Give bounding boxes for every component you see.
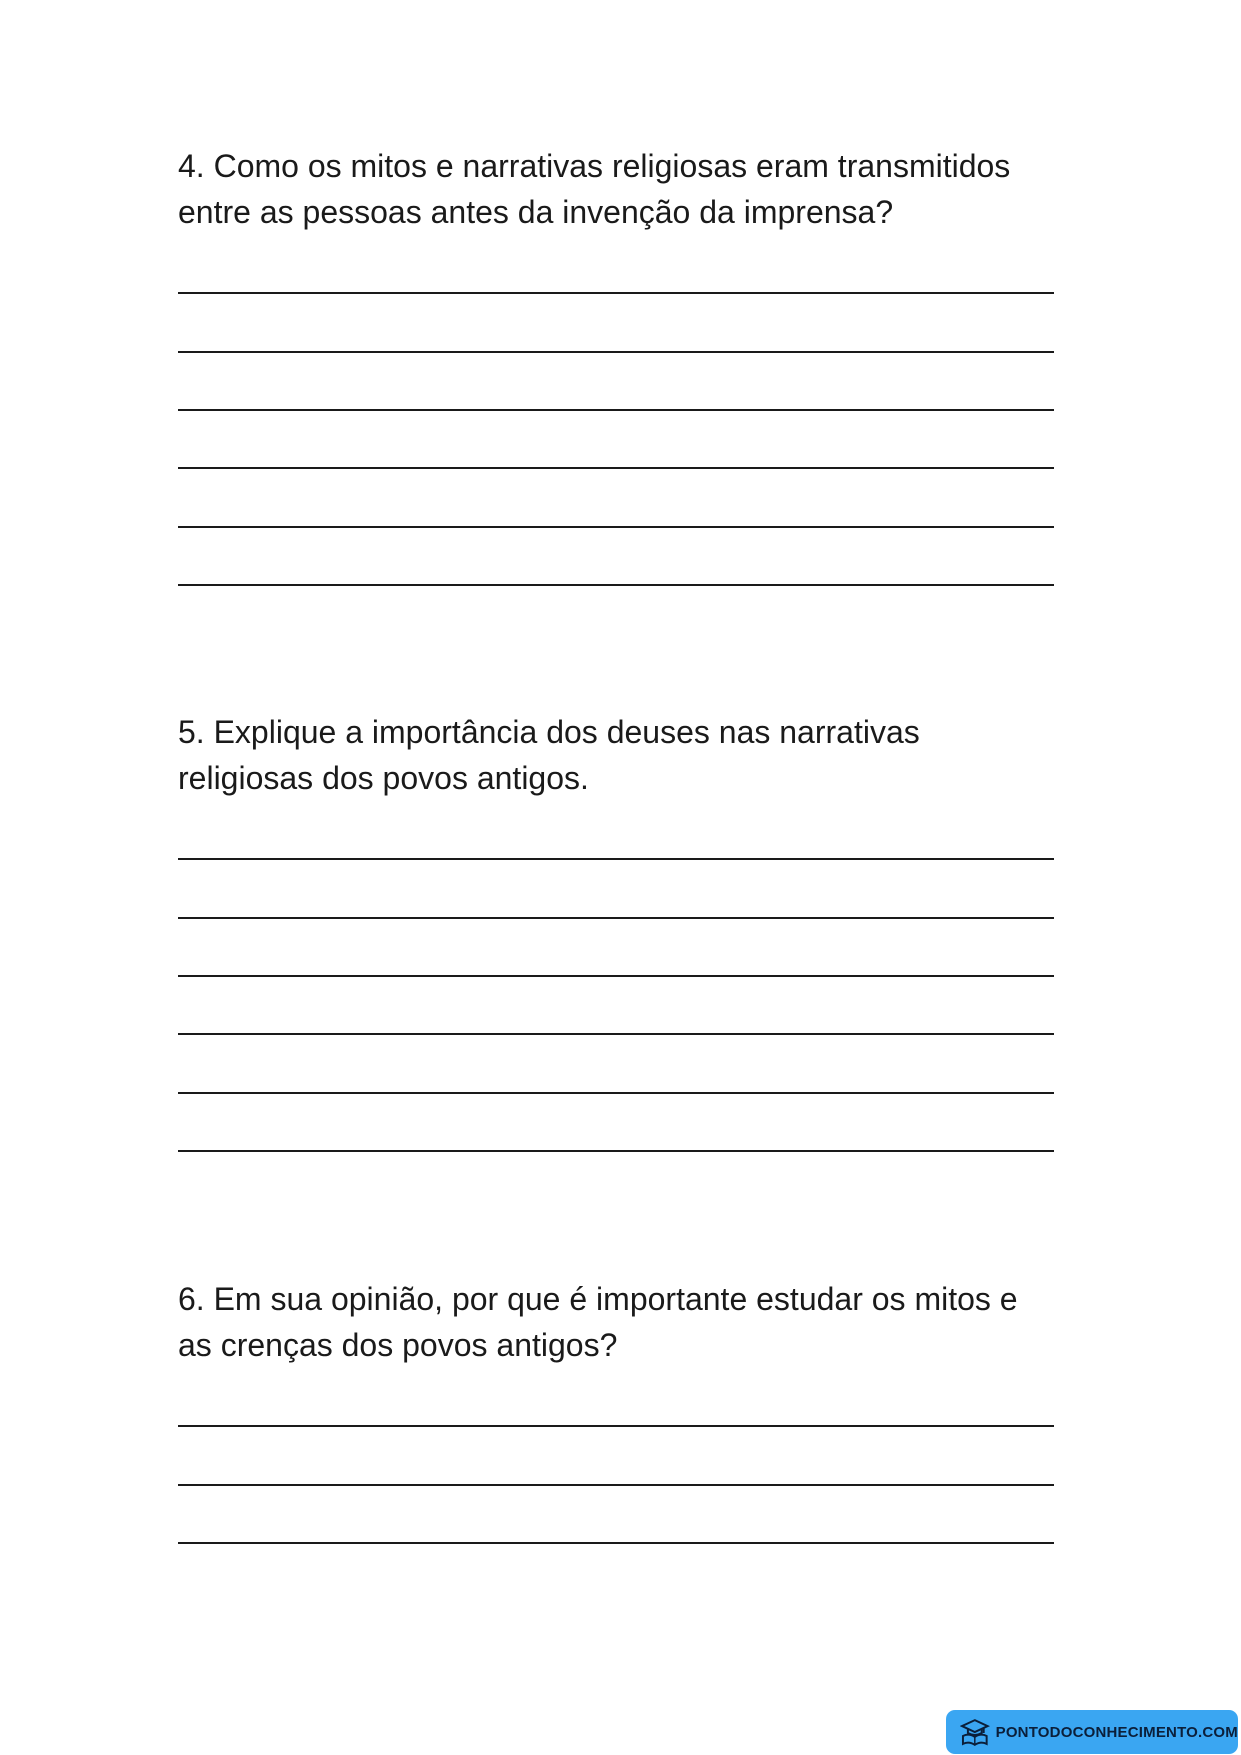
question-5-line-1: 5. Explique a importância dos deuses nas narrativas <box>178 714 920 750</box>
question-4-text <box>178 143 1058 235</box>
brand-badge[interactable] <box>946 1710 1238 1754</box>
answer-line[interactable] <box>178 351 1054 353</box>
answer-line[interactable] <box>178 526 1054 528</box>
answer-line[interactable] <box>178 975 1054 977</box>
question-5-line-2: religiosas dos povos antigos. <box>178 760 589 796</box>
answer-line[interactable] <box>178 1033 1054 1035</box>
brand-text: PONTODOCONHECIMENTO.COM <box>995 1723 1238 1741</box>
question-6-line-1: 6. Em sua opinião, por que é importante estudar os mitos e <box>178 1281 1018 1317</box>
question-4 <box>178 143 1058 235</box>
answer-line[interactable] <box>178 1484 1054 1486</box>
answer-line[interactable] <box>178 1425 1054 1427</box>
answer-line[interactable] <box>178 1092 1054 1094</box>
question-4-line-1: 4. Como os mitos e narrativas religiosas eram transmitidos <box>178 148 1011 184</box>
question-6 <box>178 1276 1058 1368</box>
answer-line[interactable] <box>178 917 1054 919</box>
question-5-text <box>178 709 1058 801</box>
question-6-line-2: as crenças dos povos antigos? <box>178 1327 618 1363</box>
answer-line[interactable] <box>178 467 1054 469</box>
question-4-line-2: entre as pessoas antes da invenção da imprensa? <box>178 194 894 230</box>
graduation-book-icon <box>960 1718 990 1746</box>
question-5 <box>178 709 1058 801</box>
answer-line[interactable] <box>178 858 1054 860</box>
answer-line[interactable] <box>178 409 1054 411</box>
answer-line[interactable] <box>178 584 1054 586</box>
question-6-text <box>178 1276 1058 1368</box>
answer-line[interactable] <box>178 1150 1054 1152</box>
answer-line[interactable] <box>178 1542 1054 1544</box>
answer-line[interactable] <box>178 292 1054 294</box>
